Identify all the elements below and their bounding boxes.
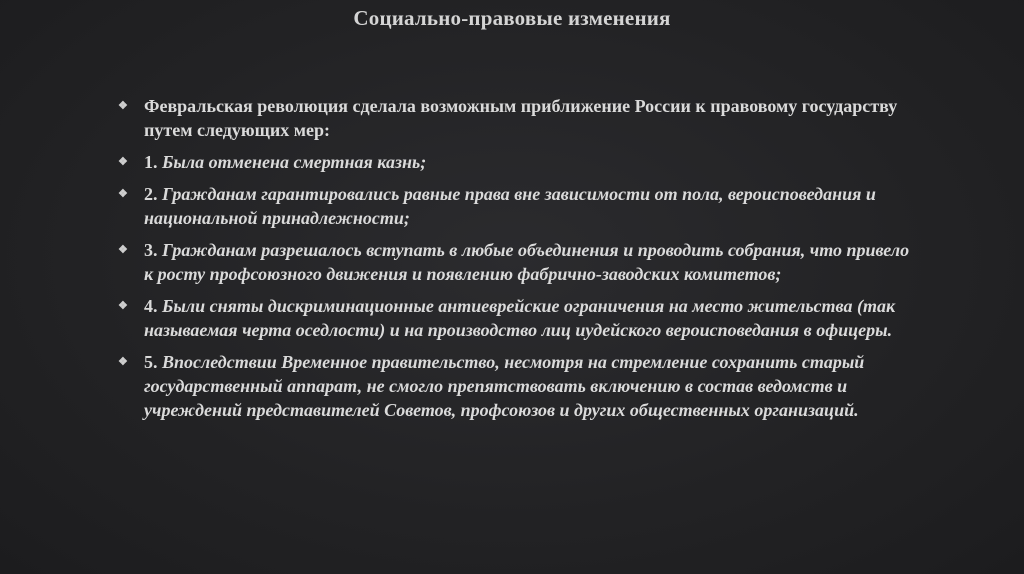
bullet-text: Гражданам разрешалось вступать в любые объединения и проводить собрания, что привело к росту профсоюзного движения и появлению фабрично-заводских комитетов; bbox=[144, 240, 910, 284]
bullet-text: Были сняты дискриминационные антиеврейские ограничения на место жительства (так называемая черта оседлости) и на производство лиц иудейского вероисповедания в офицеры. bbox=[144, 296, 896, 340]
bullet-text: Впоследствии Временное правительство, несмотря на стремление сохранить старый государственный аппарат, не смогло препятствовать включению в состав ведомств и учреждений представителей Советов, профсоюзов и других общественных организаций. bbox=[144, 352, 865, 420]
bullet-intro bbox=[118, 94, 918, 142]
bullet-item-2: ❖ 2. Гражданам гарантировались равные права вне зависимости от пола, вероисповедания и национальной принадлежности; bbox=[118, 184, 876, 228]
slide-title: Социально-правовые изменения bbox=[353, 6, 671, 30]
diamond-bullet-icon: ❖ bbox=[118, 244, 128, 256]
bullet-item-4: ❖ 4. Были сняты дискриминационные антиеврейские ограничения на место жительства (так называемая черта оседлости) и на производство лиц иудейского вероисповедания в офицеры. bbox=[118, 296, 896, 340]
diamond-bullet-icon: ❖ bbox=[118, 156, 128, 168]
bullet-item-5: ❖ 5. Впоследствии Временное правительство, несмотря на стремление сохранить старый государственный аппарат, не смогло препятствовать включению в состав ведомств и учреждений представителей Советов, профсоюзов и других общественных организаций. bbox=[118, 352, 865, 420]
bullet-item-3: ❖ 3. Гражданам разрешалось вступать в любые объединения и проводить собрания, что привело к росту профсоюзного движения и появлению фабрично-заводских комитетов; bbox=[118, 240, 910, 284]
bullet-list bbox=[118, 94, 918, 430]
bullet-text: Гражданам гарантировались равные права вне зависимости от пола, вероисповедания и национальной принадлежности; bbox=[144, 184, 876, 228]
item-number: 1 bbox=[144, 152, 153, 172]
item-number: 4 bbox=[144, 296, 153, 316]
bullet-text: Февральская революция сделала возможным приближение России к правовому государству путем следующих мер: bbox=[144, 96, 898, 140]
bullet-item-1: ❖ 1. Была отменена смертная казнь; bbox=[118, 152, 427, 172]
item-number: 3 bbox=[144, 240, 153, 260]
diamond-bullet-icon: ❖ bbox=[118, 100, 128, 112]
item-number: 2 bbox=[144, 184, 153, 204]
diamond-bullet-icon: ❖ bbox=[118, 188, 128, 200]
bullet-text: Была отменена смертная казнь; bbox=[162, 152, 427, 172]
item-number: 5 bbox=[144, 352, 153, 372]
diamond-bullet-icon: ❖ bbox=[118, 356, 128, 368]
diamond-bullet-icon: ❖ bbox=[118, 300, 128, 312]
